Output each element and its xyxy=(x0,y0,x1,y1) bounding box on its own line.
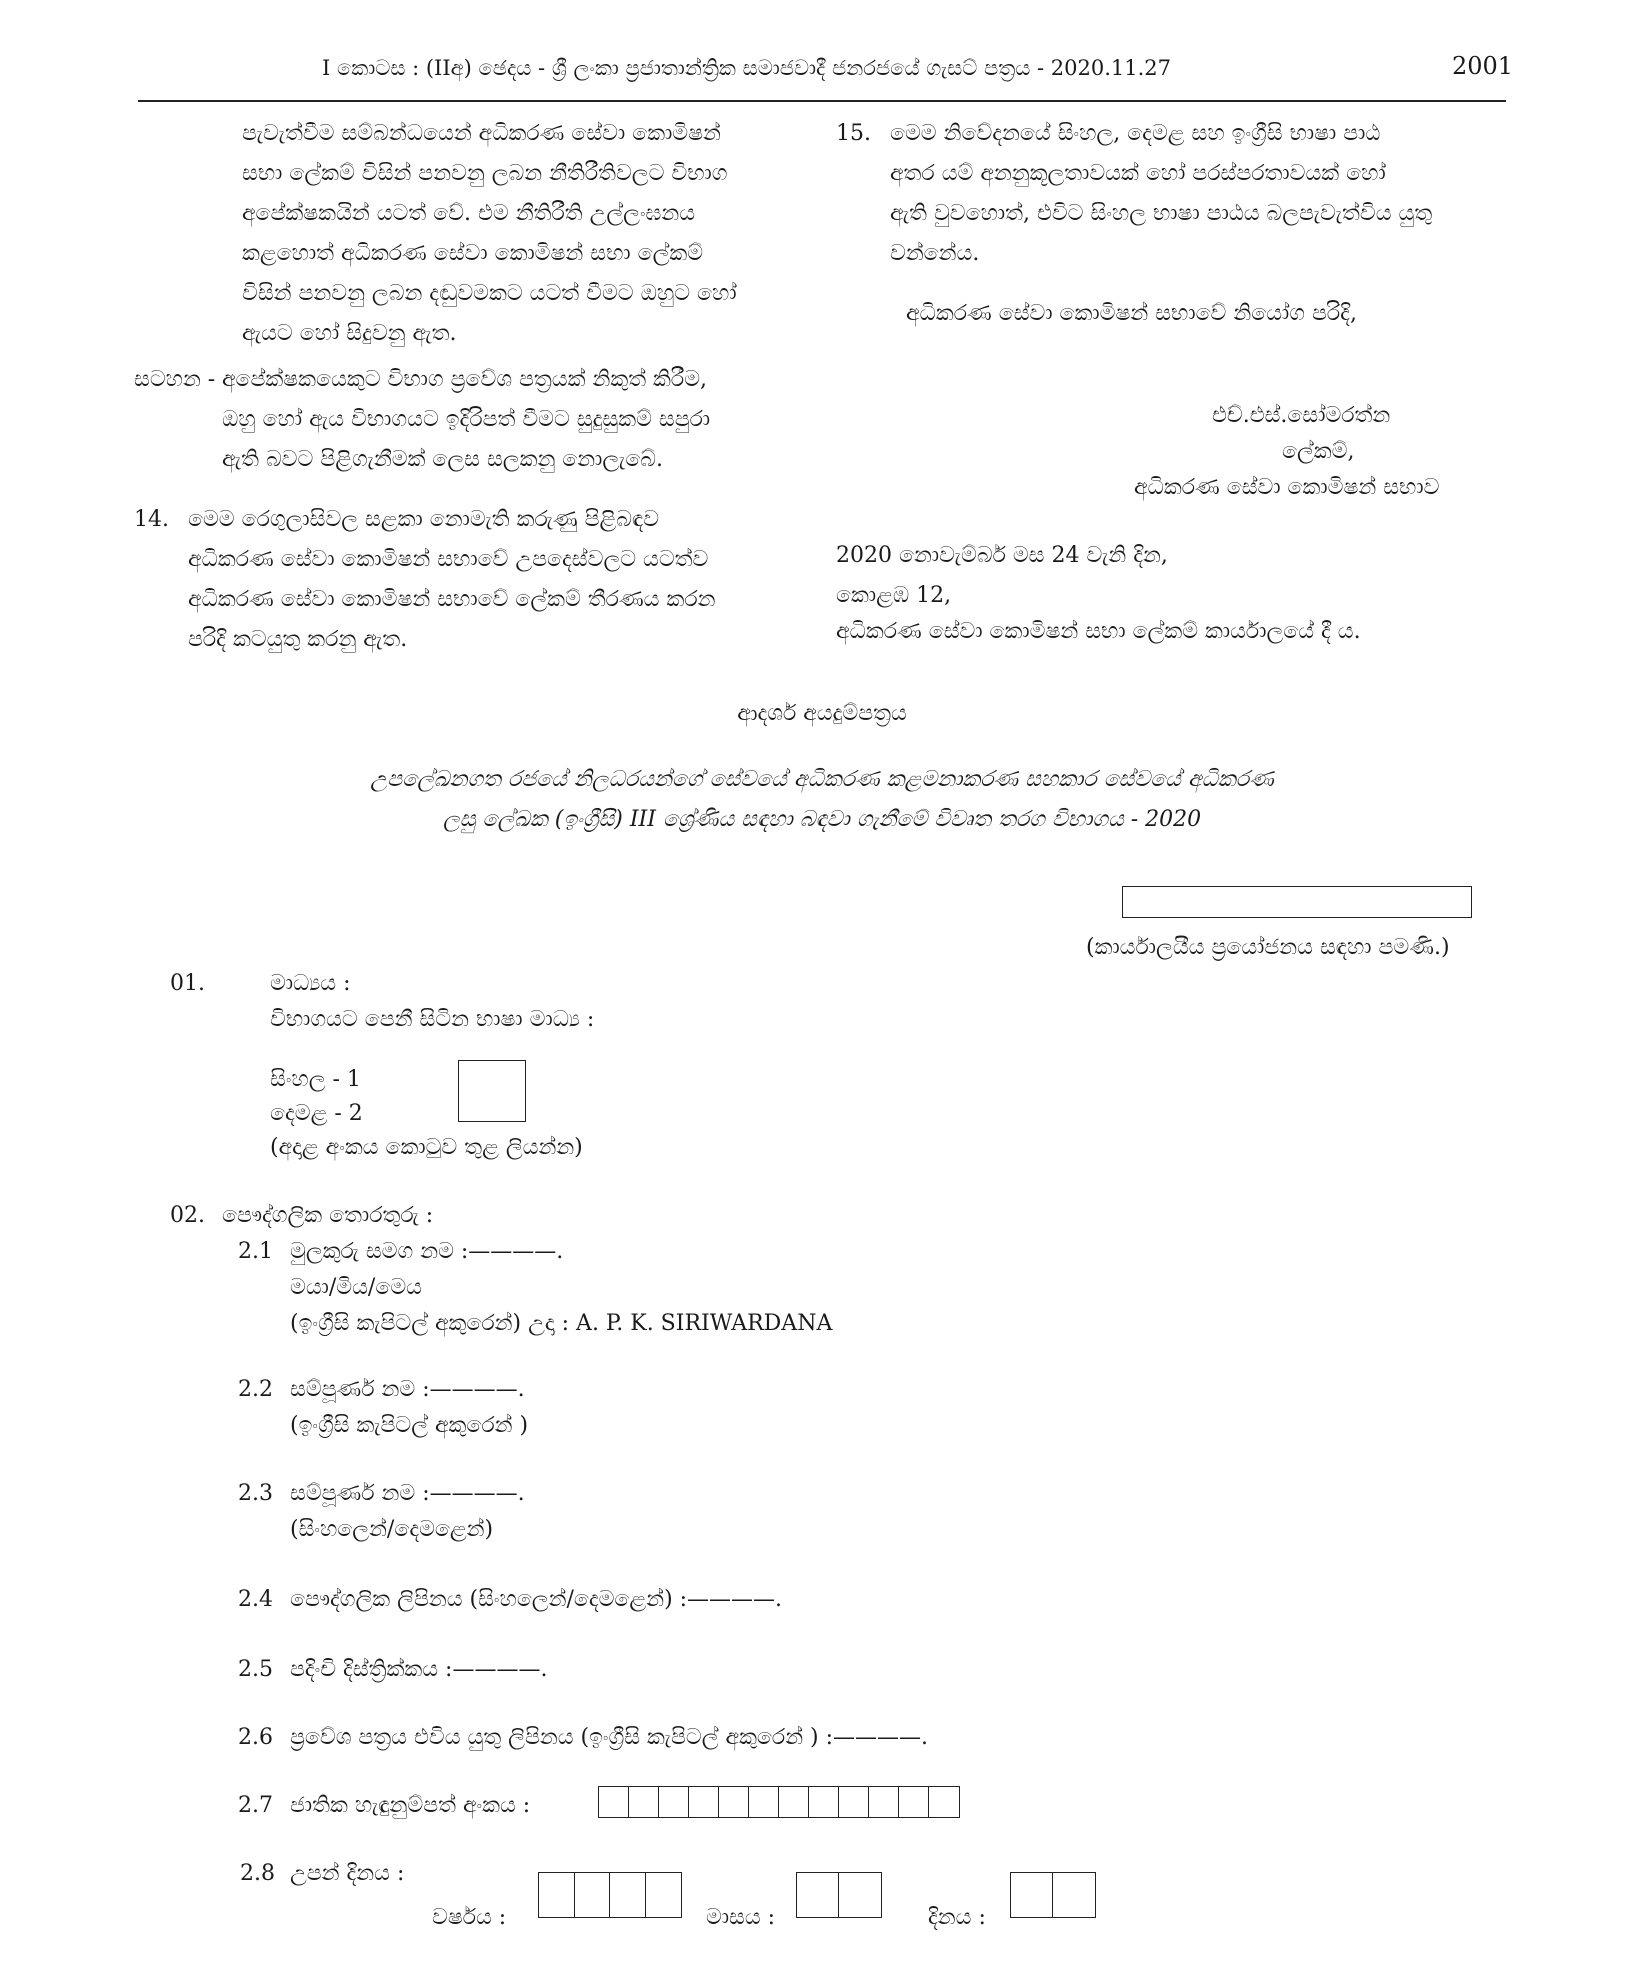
item-2-4-number: 2.4 xyxy=(238,1587,273,1612)
q01-label: මාධ්‍යය : xyxy=(270,971,351,996)
para-13-cont-line-6: ඇයට හෝ සිදුවනු ඇත. xyxy=(242,321,457,346)
year-digit-box[interactable] xyxy=(610,1873,646,1917)
item-2-6-number: 2.6 xyxy=(238,1725,273,1750)
nic-digit-box[interactable] xyxy=(629,1787,659,1817)
para-13-cont-line-4: කළහොත් අධිකරණ සේවා කොමිෂන් සභා ලේකම් xyxy=(242,241,704,266)
item-2-3-sub: (සිංහලෙන්/දෙමළෙන්) xyxy=(290,1517,494,1542)
page-number: 2001 xyxy=(1452,52,1514,80)
birth-day-boxes[interactable] xyxy=(1010,1872,1096,1918)
nic-digit-box[interactable] xyxy=(599,1787,629,1817)
day-digit-box[interactable] xyxy=(1011,1873,1053,1917)
nic-digit-box[interactable] xyxy=(899,1787,929,1817)
item-14-line-4: පරිදි කටයුතු කරනු ඇත. xyxy=(188,627,408,652)
item-2-3-number: 2.3 xyxy=(238,1481,273,1506)
nic-digit-box[interactable] xyxy=(839,1787,869,1817)
q01-option-sinhala: සිංහල - 1 xyxy=(270,1067,361,1092)
header-rule xyxy=(138,100,1506,102)
item-2-5-label: පදිංචි දිස්ත්‍රික්කය :————. xyxy=(290,1657,548,1682)
office-use-box xyxy=(1122,886,1472,918)
note-line-2: ඔහු හෝ ඇය විභාගයට ඉදිරිපත් වීමට සුදුසුකම් සපුරා xyxy=(222,407,711,432)
item-2-1-number: 2.1 xyxy=(238,1239,273,1264)
nic-number-boxes[interactable] xyxy=(598,1786,960,1818)
birth-year-label: වර්ෂය : xyxy=(432,1905,507,1930)
nic-digit-box[interactable] xyxy=(779,1787,809,1817)
item-2-1-sub: මයා/මිය/මෙය xyxy=(290,1275,422,1300)
item-2-2-sub: (ඉංග්‍රීසි කැපිටල් අකුරෙන් ) xyxy=(290,1413,529,1438)
birth-year-boxes[interactable] xyxy=(538,1872,682,1918)
item-14-number: 14. xyxy=(134,507,169,532)
year-digit-box[interactable] xyxy=(575,1873,611,1917)
para-13-cont-line-1: පැවැත්වීම සම්බන්ධයෙන් අධිකරණ සේවා කොමිෂන් xyxy=(242,121,721,146)
item-15-line-4: වන්නේය. xyxy=(890,241,980,266)
date-line: 2020 නොවැම්බර් මස 24 වැනි දින, xyxy=(836,543,1168,568)
nic-digit-box[interactable] xyxy=(689,1787,719,1817)
item-2-1-label: මුලකුරු සමග නම :————. xyxy=(290,1239,564,1264)
item-2-5-number: 2.5 xyxy=(238,1657,273,1682)
item-2-6-label: ප්‍රවේශ පත්‍රය එවිය යුතු ලිපිනය (ඉංග්‍රීසි කැපිටල් අකුරෙන් ) :————. xyxy=(290,1725,929,1750)
item-2-7-number: 2.7 xyxy=(238,1793,273,1818)
order-line: අධිකරණ සේවා කොමිෂන් සභාවේ නියෝග පරිදි, xyxy=(906,301,1357,326)
item-2-1-example: (ඉංග්‍රීසි කැපිටල් අකුරෙන්) උදා : A. P. K. SIRIWARDANA xyxy=(290,1311,833,1336)
item-2-4-label: පෞද්ගලික ලිපිනය (සිංහලෙන්/දෙමළෙන්) :————. xyxy=(290,1587,783,1612)
q01-sub: විභාගයට පෙනී සිටින භාෂා මාධ්‍ය : xyxy=(270,1007,595,1032)
item-15-line-1: මෙම නිවේදනයේ සිංහල, දෙමළ සහ ඉංග්‍රීසි භාෂා පාඨ xyxy=(890,121,1381,146)
para-13-cont-line-5: විසින් පනවනු ලබන දඬුවමකට යටත් වීමට ඔහුට හෝ xyxy=(242,281,737,306)
signatory-name: එච්.එස්.සෝමරත්න xyxy=(1212,403,1391,428)
q02-label: පෞද්ගලික තොරතුරු : xyxy=(222,1203,434,1228)
birth-month-label: මාසය : xyxy=(706,1905,776,1930)
medium-input-box[interactable] xyxy=(458,1060,526,1122)
item-14-line-2: අධිකරණ සේවා කොමිෂන් සභාවේ උපදෙස්වලට යටත්ව xyxy=(188,547,709,572)
item-14-line-3: අධිකරණ සේවා කොමිෂන් සභාවේ ලේකම් තීරණය කරන xyxy=(188,587,716,612)
item-15-line-3: ඇති වුවහොත්, එවිට සිංහල භාෂා පාඨය බලපැවැත්විය යුතු xyxy=(890,201,1433,226)
item-14-line-1: මෙම රෙගුලාසිවල සළකා නොමැති කරුණු පිළිබඳව xyxy=(188,507,660,532)
item-2-3-label: සම්පූර්ණ නම :————. xyxy=(290,1481,525,1506)
q01-option-tamil: දෙමළ - 2 xyxy=(270,1101,363,1126)
day-digit-box[interactable] xyxy=(1053,1873,1095,1917)
birth-month-boxes[interactable] xyxy=(796,1872,882,1918)
month-digit-box[interactable] xyxy=(797,1873,839,1917)
q01-hint: (අදාළ අංකය කොටුව තුළ ලියන්න) xyxy=(270,1135,583,1160)
office-line: අධිකරණ සේවා කොමිෂන් සභා ලේකම් කාර්යාලයේ දී ය. xyxy=(836,619,1361,644)
year-digit-box[interactable] xyxy=(646,1873,681,1917)
place-line: කොළඹ 12, xyxy=(836,583,952,608)
nic-digit-box[interactable] xyxy=(659,1787,689,1817)
signatory-org: අධිකරණ සේවා කොමිෂන් සභාව xyxy=(1134,475,1440,500)
item-2-2-label: සම්පූර්ණ නම :————. xyxy=(290,1377,525,1402)
nic-digit-box[interactable] xyxy=(869,1787,899,1817)
note-line-1: අපේක්ෂකයෙකුට විභාග ප්‍රවේශ පත්‍රයක් නිකුත් කිරීම, xyxy=(222,367,708,392)
item-15-line-2: අතර යම් අනනුකූලතාවයක් හෝ පරස්පරතාවයක් හෝ xyxy=(890,161,1386,186)
q02-number: 02. xyxy=(170,1203,205,1228)
nic-digit-box[interactable] xyxy=(809,1787,839,1817)
birth-day-label: දිනය : xyxy=(928,1905,986,1930)
nic-digit-box[interactable] xyxy=(929,1787,959,1817)
item-2-7-label: ජාතික හැඳුනුම්පත් අංකය : xyxy=(290,1793,531,1818)
para-13-cont-line-2: සභා ලේකම් විසින් පනවනු ලබන නීතිරීතිවලට විභාග xyxy=(242,161,728,186)
item-15-number: 15. xyxy=(836,121,871,146)
nic-digit-box[interactable] xyxy=(749,1787,779,1817)
q01-number: 01. xyxy=(170,971,205,996)
para-13-cont-line-3: අපේක්ෂකයින් යටත් වේ. එම නීතිරීති උල්ලංඝනය xyxy=(242,201,696,226)
item-2-8-label: උපන් දිනය : xyxy=(290,1861,405,1886)
note-line-3: ඇති බවට පිළිගැනීමක් ලෙස සලකනු නොලැබේ. xyxy=(222,447,664,472)
note-label: සටහන - xyxy=(134,367,216,392)
form-subtitle-line-1: උපලේඛනගත රජයේ නිලධරයන්ගේ සේවයේ අධිකරණ කළමනාකරණ සහකාර සේවයේ අධිකරණ xyxy=(370,767,1274,792)
item-2-8-number: 2.8 xyxy=(240,1861,275,1886)
item-2-2-number: 2.2 xyxy=(238,1377,273,1402)
month-digit-box[interactable] xyxy=(839,1873,881,1917)
form-subtitle-line-2: ලසු ලේඛක (ඉංග්‍රීසි) III ශ්‍රේණිය සඳහා බඳවා ගැනීමේ විවෘත තරග විභාගය - 2020 xyxy=(442,807,1202,832)
signatory-title: ලේකම්, xyxy=(1282,439,1355,464)
nic-digit-box[interactable] xyxy=(719,1787,749,1817)
form-title: ආදර්ශ අයදුම්පත්‍රය xyxy=(737,701,907,726)
year-digit-box[interactable] xyxy=(539,1873,575,1917)
office-use-label: (කාර්යාලයීය ප්‍රයෝජනය සඳහා පමණි.) xyxy=(1086,935,1450,960)
gazette-header-title: I කොටස : (IIඅ) ඡෙදය - ශ්‍රී ලංකා ප්‍රජාතාන්ත්‍රික සමාජවාදී ජනරජයේ ගැසට් පත්‍රය - 2020.11.27 xyxy=(322,56,1172,80)
